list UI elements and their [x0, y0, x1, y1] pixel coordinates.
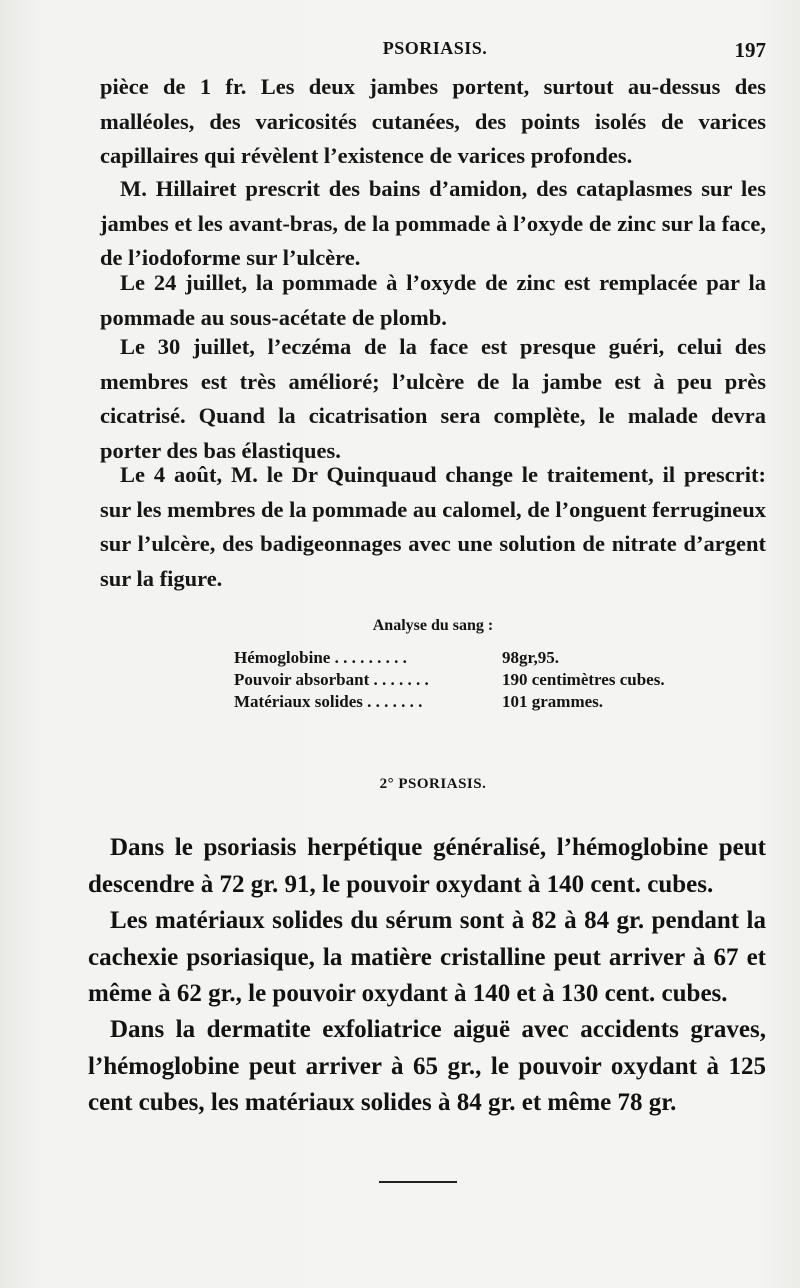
- analysis-label: Matériaux solides . . . . . . .: [234, 692, 423, 711]
- paragraph-large: Dans le psoriasis herpétique généralisé, l’hémoglobine peut descendre à 72 gr. 91, le pouvoir oxydant à 140 cent. cubes.: [88, 834, 766, 898]
- paragraph: M. Hillairet prescrit des bains d’amidon, des cataplasmes sur les jambes et les avant-bras, de la pommade à l’oxyde de zinc sur la face, de l’iodoforme sur l’ulcère.: [100, 176, 766, 270]
- divider-rule: [379, 1181, 457, 1183]
- analysis-row: [234, 692, 754, 714]
- section-heading: 2° PSORIASIS.: [379, 776, 487, 792]
- analysis-title: Analyse du sang :: [372, 617, 494, 634]
- paragraph: Le 4 août, M. le Dr Quinquaud change le traitement, il prescrit: sur les membres de la pommade au calomel, de l’onguent ferrugineux sur l’ulcère, des badigeonnages avec une solution de nitrate d’argent sur la figure.: [100, 462, 767, 591]
- paragraph-large: Les matériaux solides du sérum sont à 82 à 84 gr. pendant la cachexie psoriasique, la matière cristalline peut arriver à 67 et même à 62 gr., le pouvoir oxydant à 140 et à 130 cent. cubes.: [88, 907, 766, 1007]
- running-title: PSORIASIS.: [382, 38, 488, 58]
- analysis-label: Hémoglobine . . . . . . . . .: [234, 648, 407, 667]
- analysis-value: 190 centimètres cubes.: [502, 670, 665, 689]
- analysis-row: [234, 670, 754, 692]
- page-header: [100, 38, 770, 62]
- paragraph: Le 24 juillet, la pommade à l’oxyde de zinc est remplacée par la pommade au sous-acétate de plomb.: [100, 270, 766, 330]
- paragraph: Le 30 juillet, l’eczéma de la face est presque guéri, celui des membres est très amélioré; l’ulcère de la jambe est à peu près cicatrisé. Quand la cicatrisation sera complète, le malade devra porter des bas élastiques.: [100, 334, 766, 463]
- paragraph-large: Dans la dermatite exfoliatrice aiguë avec accidents graves, l’hémoglobine peut arriver à 65 gr., le pouvoir oxydant à 125 cent cubes, les matériaux solides à 84 gr. et même 78 gr.: [88, 1016, 766, 1116]
- page-number: 197: [734, 38, 766, 62]
- analysis-value: 101 grammes.: [502, 692, 604, 711]
- paragraph: pièce de 1 fr. Les deux jambes portent, surtout au-dessus des malléoles, des varicosités cutanées, des points isolés de varices capillaires qui révèlent l’existence de varices profondes.: [100, 74, 766, 168]
- analysis-label: Pouvoir absorbant . . . . . . .: [234, 670, 429, 689]
- analysis-value: 98gr,95.: [502, 648, 559, 667]
- analysis-row: [234, 648, 754, 670]
